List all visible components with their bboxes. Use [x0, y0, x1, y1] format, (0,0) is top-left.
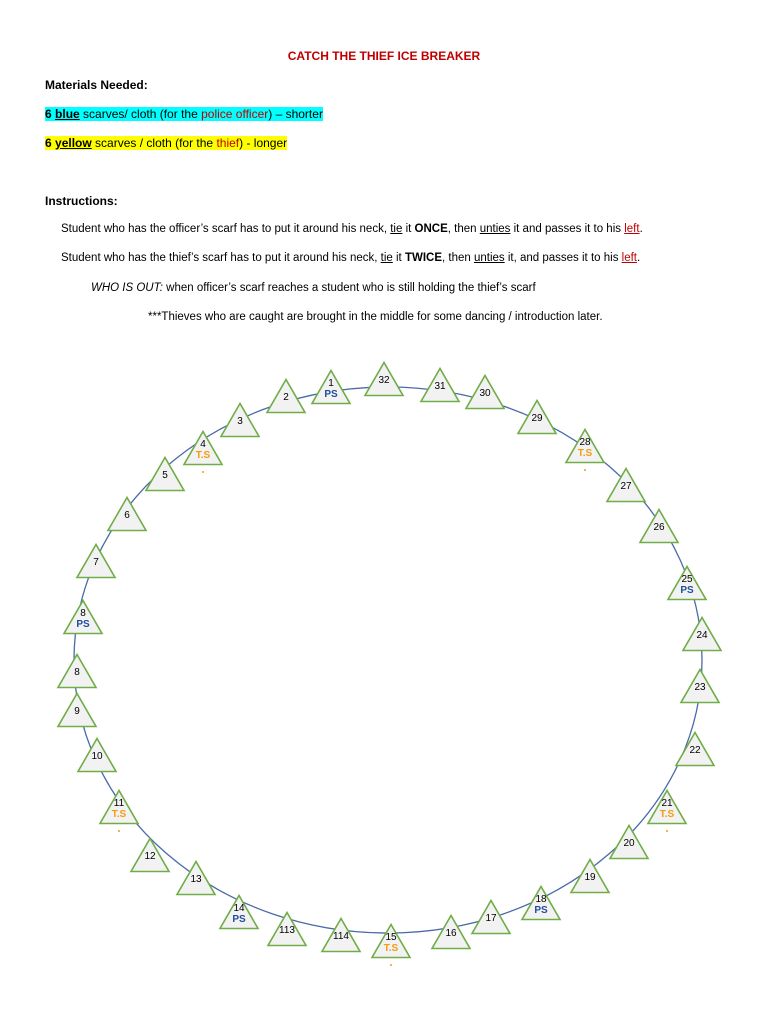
seat-10 — [58, 694, 96, 727]
seat-32 — [518, 401, 556, 434]
officer-left: left — [624, 223, 640, 235]
seat-number: 23 — [694, 682, 706, 693]
seat-23 — [610, 826, 648, 859]
officer-text-d: it and passes it to his — [510, 223, 625, 235]
seat-number: 22 — [689, 745, 701, 756]
seat-2 — [267, 380, 305, 413]
document-title: CATCH THE THIEF ICE BREAKER — [287, 49, 481, 63]
seat-number: 2 — [283, 392, 289, 403]
thief-dot — [202, 471, 204, 473]
seat-number: 29 — [531, 413, 543, 424]
thief-unties: unties — [473, 252, 505, 264]
officer-text-b: it — [402, 223, 415, 235]
instructions-heading: Instructions: — [45, 194, 118, 208]
seat-number: 9 — [74, 706, 80, 717]
thief-dot — [666, 830, 668, 832]
seat-number: 15 — [385, 932, 397, 943]
materials-yellow-line — [45, 136, 287, 150]
thief-scarf-tag: T.S — [577, 448, 593, 459]
thief-scarf-tag: T.S — [383, 943, 399, 954]
seat-17 — [322, 919, 360, 952]
thief-text-d: it, and passes it to his — [504, 252, 622, 264]
thief-text-c: , then — [442, 252, 474, 264]
officer-text-c: , then — [447, 223, 480, 235]
seat-number: 11 — [113, 798, 125, 809]
seat-20 — [472, 901, 510, 934]
seat-number: 114 — [333, 931, 349, 942]
seat-25 — [676, 733, 714, 766]
police-officer-tag: PS — [76, 619, 90, 630]
seat-8 — [64, 601, 102, 634]
seat-number: 16 — [445, 928, 457, 939]
seat-number: 31 — [434, 381, 446, 392]
seat-16 — [268, 913, 306, 946]
officer-text-a: Student who has the officer’s scarf has to put it around his neck, — [61, 223, 391, 235]
seat-28 — [668, 567, 706, 600]
seating-circle-diagram — [0, 355, 768, 995]
seat-group — [58, 363, 721, 967]
thief-scarf-tag: T.S — [659, 809, 675, 820]
seat-22 — [571, 860, 609, 893]
seat-33 — [466, 376, 504, 409]
materials-blue-line — [45, 107, 323, 121]
thief-text-b: it — [392, 252, 405, 264]
yellow-color-word: yellow — [55, 136, 92, 150]
seat-7 — [77, 545, 115, 578]
seat-number: 18 — [535, 894, 547, 905]
seat-35 — [365, 363, 403, 396]
seat-number: 28 — [579, 437, 591, 448]
police-officer-tag: PS — [232, 914, 246, 925]
seat-15 — [220, 896, 258, 929]
thief-text-a: Student who has the thief’s scarf has to put it around his neck, — [61, 252, 381, 264]
seat-number: 14 — [233, 903, 245, 914]
thief-times: TWICE — [404, 252, 442, 264]
seat-number: 4 — [200, 439, 206, 450]
seat-number: 27 — [620, 481, 632, 492]
police-officer-tag: PS — [680, 585, 694, 596]
yellow-highlight — [45, 136, 287, 150]
seat-3 — [221, 404, 259, 437]
seat-number: 30 — [479, 388, 491, 399]
seat-number: 3 — [237, 416, 243, 427]
seat-11 — [78, 739, 116, 772]
blue-mid-text: scarves/ cloth (for the — [79, 107, 202, 121]
seat-24 — [648, 791, 686, 833]
seat-number: 25 — [681, 574, 693, 585]
seat-number: 10 — [91, 751, 103, 762]
seat-30 — [607, 469, 645, 502]
seat-number: 13 — [190, 874, 202, 885]
thief-left: left — [621, 252, 637, 264]
seat-31 — [566, 430, 604, 472]
seat-number: 1 — [328, 378, 334, 389]
blue-count: 6 — [45, 107, 52, 121]
seat-13 — [131, 839, 169, 872]
thief-text-e: . — [636, 252, 641, 264]
materials-heading: Materials Needed: — [45, 78, 148, 92]
seat-number: 32 — [378, 375, 390, 386]
seat-1 — [312, 371, 350, 404]
seat-19 — [432, 916, 470, 949]
officer-unties: unties — [479, 223, 511, 235]
seat-4 — [184, 432, 222, 474]
thief-tie: tie — [380, 252, 393, 264]
seat-number: 24 — [696, 630, 708, 641]
seat-number: 17 — [485, 913, 497, 924]
seat-number: 19 — [584, 872, 596, 883]
seat-number: 8 — [80, 608, 86, 619]
seat-9 — [58, 655, 96, 688]
thief-instruction — [61, 252, 640, 264]
seat-number: 21 — [661, 798, 673, 809]
thief-dot — [390, 964, 392, 966]
officer-tie: tie — [390, 223, 403, 235]
caught-note: ***Thieves who are caught are brought in the middle for some dancing / introduction later. — [148, 311, 603, 323]
seat-12 — [100, 791, 138, 833]
seat-18 — [372, 925, 410, 967]
seat-29 — [640, 510, 678, 543]
blue-role: police officer — [201, 107, 269, 121]
yellow-count: 6 — [45, 136, 52, 150]
blue-highlight — [45, 107, 323, 121]
officer-text-e: . — [639, 223, 643, 235]
seat-6 — [108, 498, 146, 531]
seat-number: 5 — [162, 470, 168, 481]
officer-times: ONCE — [414, 223, 448, 235]
seat-26 — [681, 670, 719, 703]
who-is-out-text: when officer’s scarf reaches a student who is still holding the thief’s scarf — [162, 282, 536, 294]
yellow-end-text: ) - longer — [239, 136, 288, 150]
police-officer-tag: PS — [534, 905, 548, 916]
thief-dot — [118, 830, 120, 832]
officer-instruction — [61, 223, 643, 235]
seat-number: 113 — [279, 925, 295, 936]
thief-scarf-tag: T.S — [195, 450, 211, 461]
yellow-mid-text: scarves / cloth (for the — [91, 136, 217, 150]
seat-number: 12 — [144, 851, 156, 862]
seat-5 — [146, 458, 184, 491]
thief-scarf-tag: T.S — [111, 809, 127, 820]
seat-number: 26 — [653, 522, 665, 533]
thief-dot — [584, 469, 586, 471]
blue-end-text: ) – shorter — [268, 107, 323, 121]
seat-number: 20 — [623, 838, 635, 849]
who-is-out-line — [91, 282, 536, 294]
who-is-out-label: WHO IS OUT: — [91, 282, 163, 294]
seat-number: 8 — [74, 667, 80, 678]
seat-number: 6 — [124, 510, 130, 521]
blue-color-word: blue — [55, 107, 80, 121]
seat-34 — [421, 369, 459, 402]
yellow-role: thief — [216, 136, 240, 150]
seat-27 — [683, 618, 721, 651]
police-officer-tag: PS — [324, 389, 338, 400]
seat-number: 7 — [93, 557, 99, 568]
